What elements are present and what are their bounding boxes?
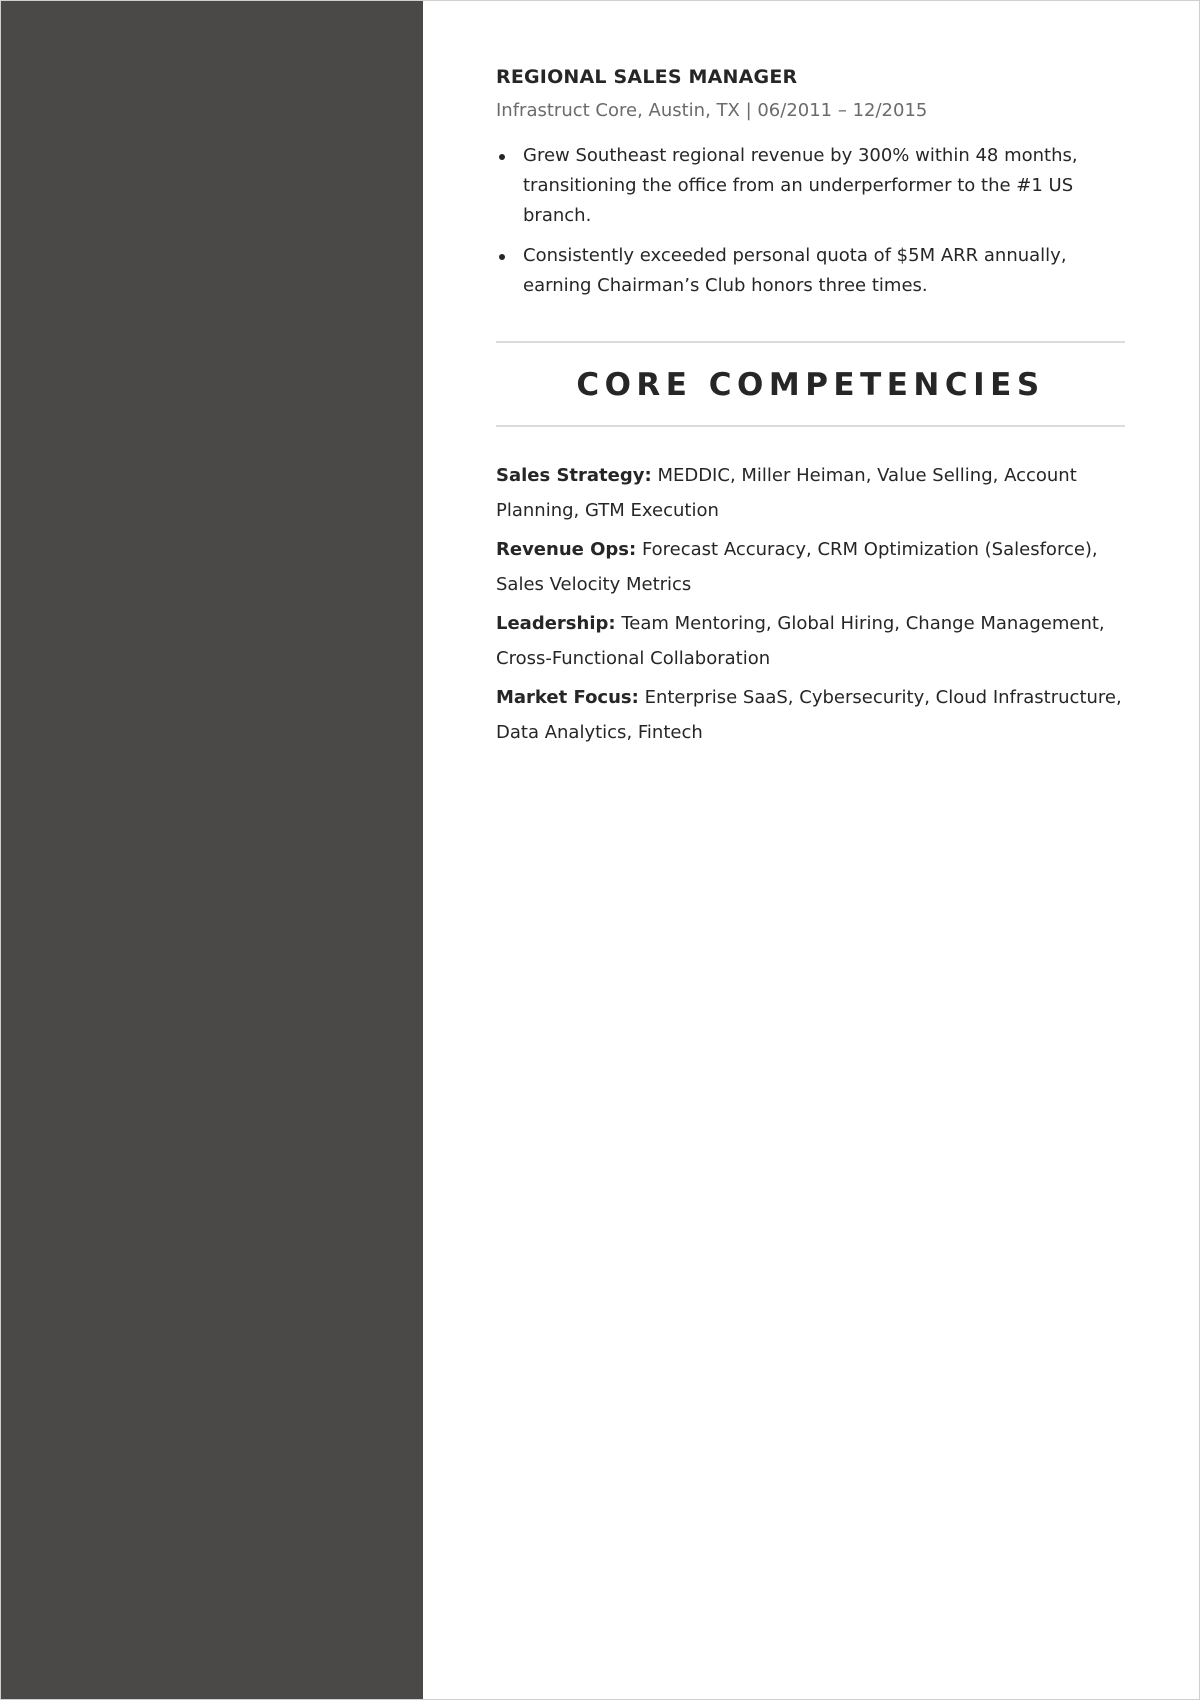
competency-text: Team Mentoring, Global Hiring, Change Management, Cross-Functional Collaboration [496,613,1105,669]
competency-text: MEDDIC, Miller Heiman, Value Selling, Account Planning, GTM Execution [496,465,1077,521]
competency-item [496,458,1125,528]
competency-item [496,532,1125,602]
job-meta: Infrastruct Core, Austin, TX | 06/2011 – 12/2015 [496,100,928,121]
competency-label: Revenue Ops: [496,539,637,560]
list-item [496,241,1125,301]
experience-entry [496,64,1125,301]
competencies-list [496,458,1125,750]
competency-label: Market Focus: [496,687,639,708]
bullet-icon [499,154,505,160]
main-content [423,1,1199,1699]
job-bullets [496,141,1125,301]
bullet-text: Grew Southeast regional revenue by 300% within 48 months, transitioning the office from an underperformer to the #1 US branch. [523,145,1078,226]
sidebar-panel [1,1,423,1699]
competency-item [496,680,1125,750]
bullet-icon [499,254,505,260]
competency-item [496,606,1125,676]
competency-text: Forecast Accuracy, CRM Optimization (Salesforce), Sales Velocity Metrics [496,539,1098,595]
job-title: REGIONAL SALES MANAGER [496,66,798,88]
competency-label: Leadership: [496,613,616,634]
list-item [496,141,1125,231]
section-title: CORE COMPETENCIES [576,367,1045,403]
bullet-text: Consistently exceeded personal quota of $5M ARR annually, earning Chairman’s Club honors three times. [523,245,1067,296]
section-divider-bottom [496,425,1125,427]
competency-text: Enterprise SaaS, Cybersecurity, Cloud Infrastructure, Data Analytics, Fintech [496,687,1122,743]
competency-label: Sales Strategy: [496,465,652,486]
